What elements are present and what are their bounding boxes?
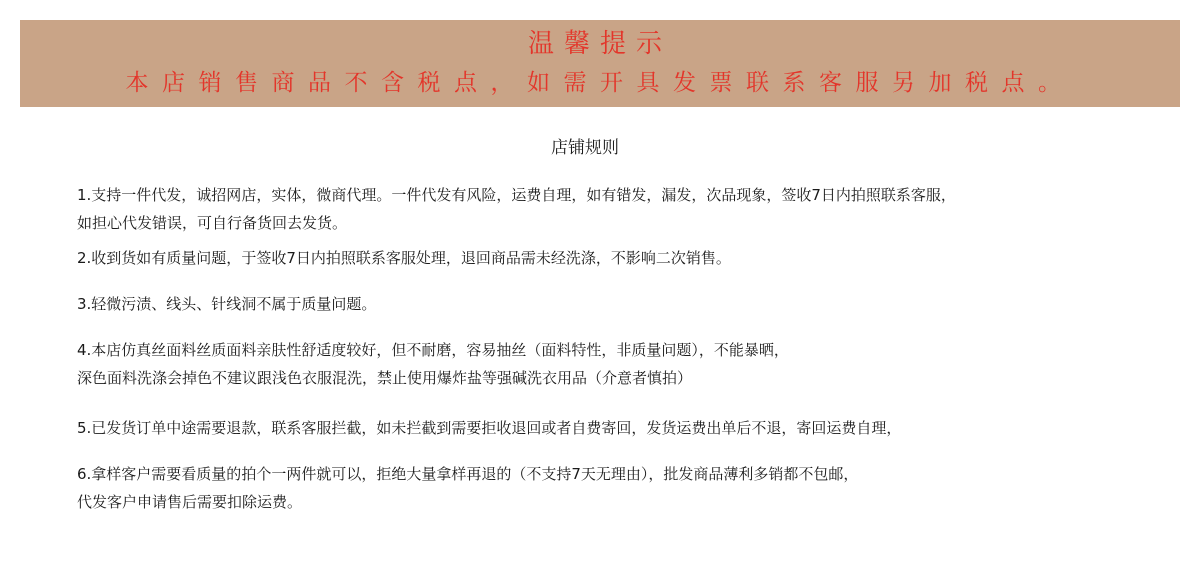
banner-tax-notice: 本店销售商品不含税点，如需开具发票联系客服另加税点。 — [125, 70, 1075, 96]
rule-item-4 — [77, 336, 1177, 392]
rule-line: 5.已发货订单中途需要退款，联系客服拦截，如未拦截到需要拒收退回或者自费寄回，发货运费出单后不退，寄回运费自理， — [77, 419, 902, 437]
rule-line: 3.轻微污渍、线头、针线洞不属于质量问题。 — [77, 295, 377, 313]
rule-line: 深色面料洗涤会掉色不建议跟浅色衣服混洗，禁止使用爆炸盐等强碱洗衣用品（介意者慎拍） — [77, 369, 693, 387]
rules-title: 店铺规则 — [551, 138, 619, 158]
rule-line: 6.拿样客户需要看质量的拍个一两件就可以，拒绝大量拿样再退的（不支持7天无理由），批发商品薄利多销都不包邮， — [77, 465, 859, 483]
rule-item-5 — [77, 414, 1177, 442]
rule-line: 1.支持一件代发，诚招网店，实体，微商代理。一件代发有风险，运费自理，如有错发，漏发，次品现象，签收7日内拍照联系客服， — [77, 186, 956, 204]
rule-line: 如担心代发错误，可自行备货回去发货。 — [77, 214, 348, 232]
rule-item-3 — [77, 290, 1177, 318]
rule-line: 4.本店仿真丝面料丝质面料亲肤性舒适度较好，但不耐磨，容易抽丝（面料特性，非质量问题），不能暴晒， — [77, 341, 789, 359]
rule-line: 2.收到货如有质量问题，于签收7日内拍照联系客服处理，退回商品需未经洗涤，不影响二次销售。 — [77, 249, 731, 267]
rule-item-2 — [77, 244, 1177, 272]
rule-item-1 — [77, 181, 1177, 237]
notice-banner — [20, 20, 1180, 107]
banner-title: 温馨提示 — [527, 29, 672, 59]
rule-line: 代发客户申请售后需要扣除运费。 — [77, 493, 303, 511]
rule-item-6 — [77, 460, 1177, 516]
